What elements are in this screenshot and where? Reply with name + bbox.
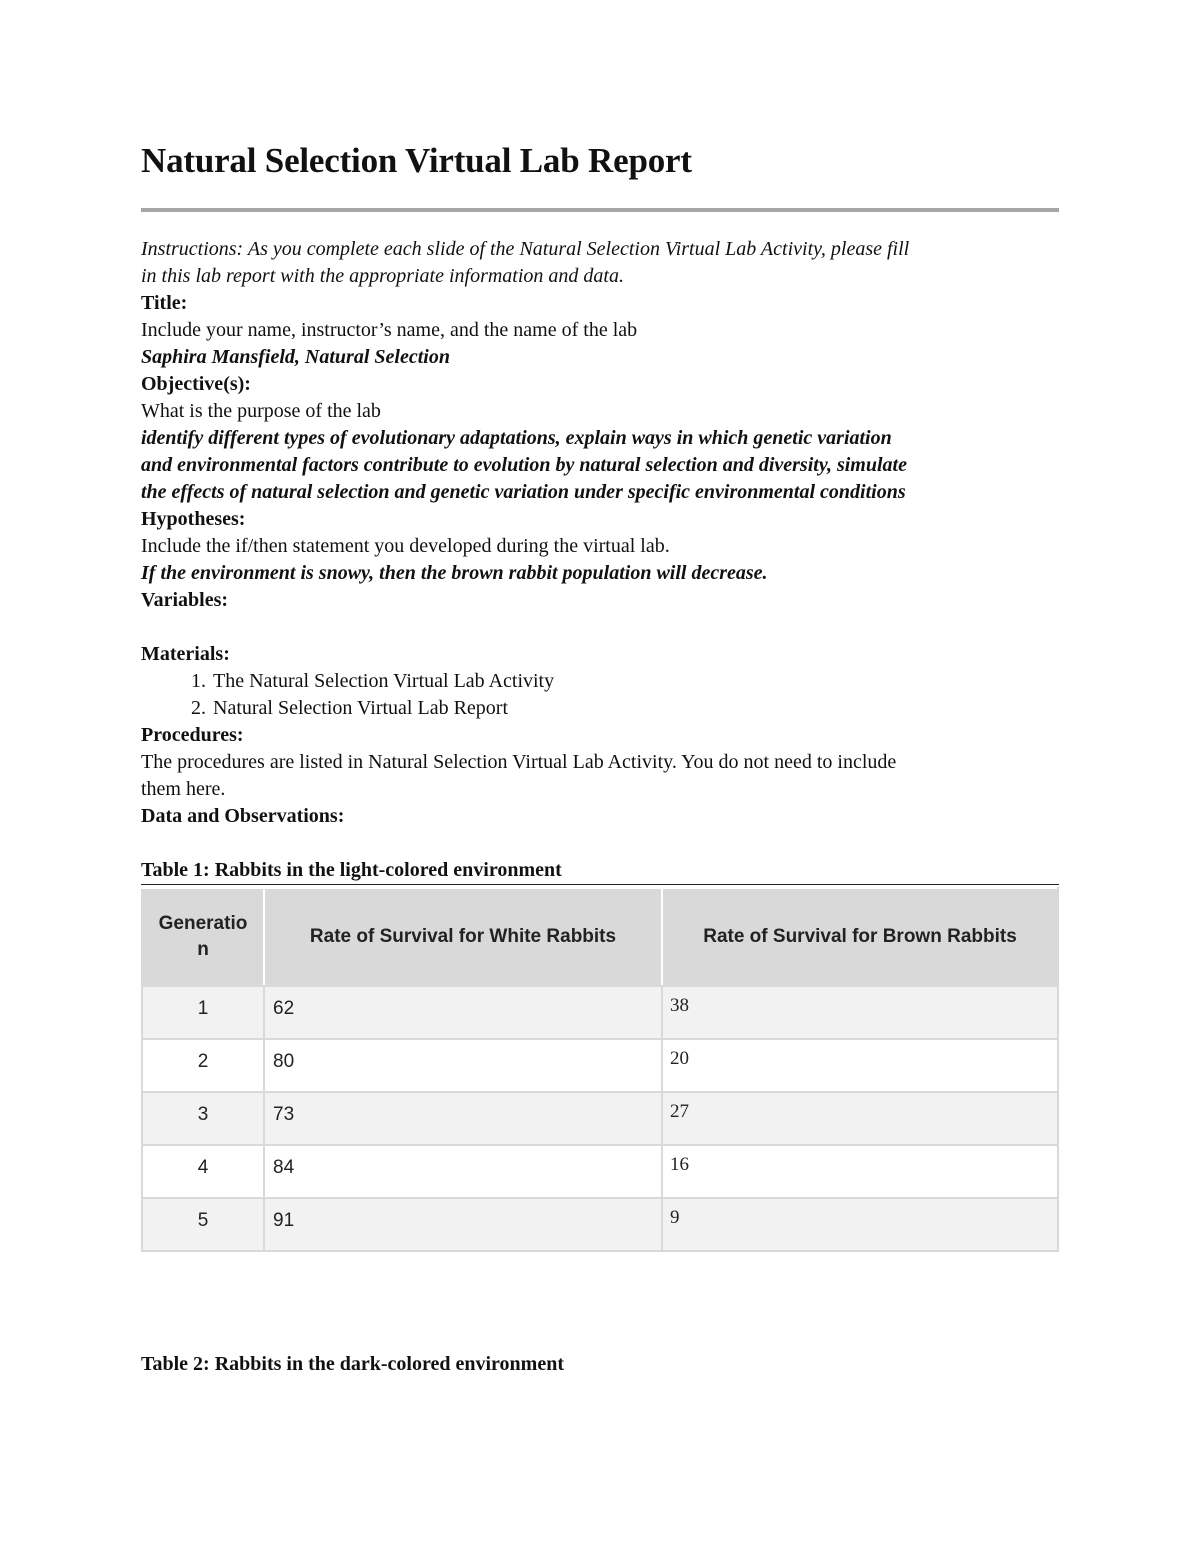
instructions-line-1: Instructions: As you complete each slide of the Natural Selection Virtual Lab Activity, please fill <box>141 238 910 260</box>
data-observations-heading: Data and Observations: <box>141 805 345 827</box>
table1-header-brown: Rate of Survival for Brown Rabbits <box>662 888 1058 986</box>
variables-blank-space <box>141 614 1059 641</box>
generation-header-part-2: n <box>197 939 209 960</box>
generation-cell: 1 <box>142 986 264 1039</box>
title-prompt: Include your name, instructor’s name, and the name of the lab <box>141 319 638 341</box>
brown-survival-cell: 38 <box>662 986 1058 1039</box>
hypotheses-heading: Hypotheses: <box>141 508 246 530</box>
table-row <box>142 1092 1058 1145</box>
lab-report-page <box>141 136 1059 1252</box>
table1-rabbits-light-environment <box>141 887 1059 1252</box>
white-survival-cell: 62 <box>264 986 662 1039</box>
generation-cell: 2 <box>142 1039 264 1092</box>
procedures-text-line-1: The procedures are listed in Natural Selection Virtual Lab Activity. You do not need to include <box>141 751 897 773</box>
title-answer: Saphira Mansfield, Natural Selection <box>141 346 450 368</box>
table1-header-generation <box>142 888 264 986</box>
generation-cell: 3 <box>142 1092 264 1145</box>
table1-header-row <box>142 888 1058 986</box>
white-survival-cell: 73 <box>264 1092 662 1145</box>
hypotheses-prompt: Include the if/then statement you developed during the virtual lab. <box>141 535 670 557</box>
generation-cell: 5 <box>142 1198 264 1251</box>
objectives-answer-line-3: the effects of natural selection and genetic variation under specific environmental conditions <box>141 481 906 503</box>
materials-item-1: 1. The Natural Selection Virtual Lab Activity <box>211 668 1059 695</box>
title-divider <box>141 208 1059 212</box>
materials-list <box>141 668 1059 722</box>
table1-header-white: Rate of Survival for White Rabbits <box>264 888 662 986</box>
report-body <box>141 236 1059 830</box>
table-row <box>142 1145 1058 1198</box>
instructions-line-2: in this lab report with the appropriate information and data. <box>141 265 624 287</box>
brown-survival-cell: 9 <box>662 1198 1058 1251</box>
white-survival-cell: 91 <box>264 1198 662 1251</box>
table2-caption: Table 2: Rabbits in the dark-colored environment <box>141 1353 564 1375</box>
hypotheses-answer: If the environment is snowy, then the brown rabbit population will decrease. <box>141 562 768 584</box>
materials-heading: Materials: <box>141 643 230 665</box>
materials-item-2: 2. Natural Selection Virtual Lab Report <box>211 695 1059 722</box>
table-row <box>142 1039 1058 1092</box>
objectives-answer-line-2: and environmental factors contribute to evolution by natural selection and diversity, simulate <box>141 454 907 476</box>
objectives-prompt: What is the purpose of the lab <box>141 400 381 422</box>
generation-cell: 4 <box>142 1145 264 1198</box>
objectives-heading: Objective(s): <box>141 373 251 395</box>
document-title: Natural Selection Virtual Lab Report <box>141 141 692 180</box>
brown-survival-cell: 16 <box>662 1145 1058 1198</box>
table-row <box>142 986 1058 1039</box>
objectives-answer-line-1: identify different types of evolutionary adaptations, explain ways in which genetic variation <box>141 427 892 449</box>
brown-survival-cell: 20 <box>662 1039 1058 1092</box>
brown-survival-cell: 27 <box>662 1092 1058 1145</box>
table-row <box>142 1198 1058 1251</box>
table1-caption: Table 1: Rabbits in the light-colored environment <box>141 857 1059 885</box>
white-survival-cell: 80 <box>264 1039 662 1092</box>
title-heading: Title: <box>141 292 188 314</box>
procedures-text-line-2: them here. <box>141 778 226 800</box>
variables-heading: Variables: <box>141 589 229 611</box>
generation-header-part-1: Generatio <box>158 913 248 934</box>
white-survival-cell: 84 <box>264 1145 662 1198</box>
procedures-heading: Procedures: <box>141 724 244 746</box>
